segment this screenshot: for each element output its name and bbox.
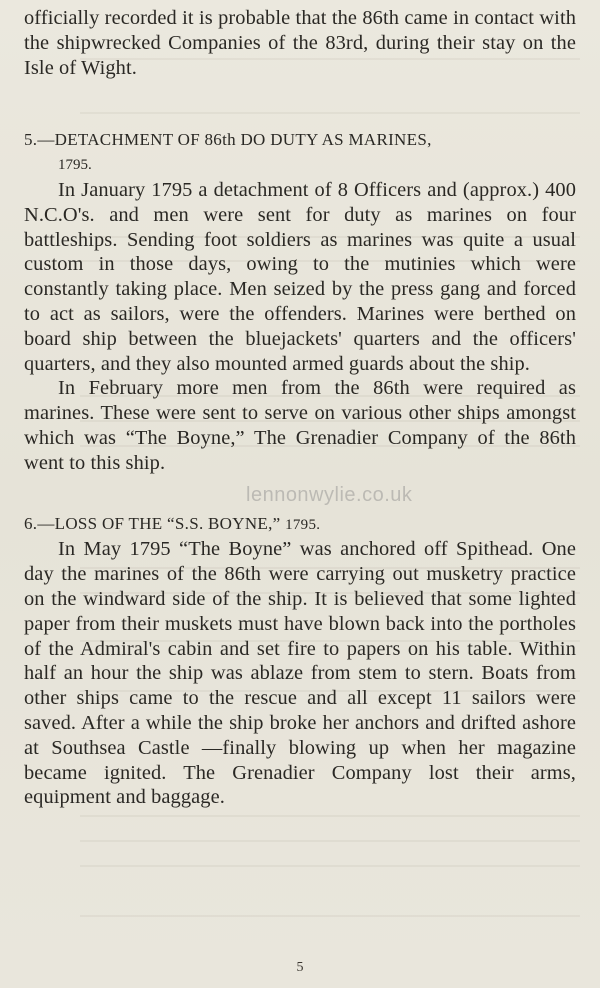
section-5-year: 1795.	[58, 157, 92, 174]
spacer	[24, 80, 576, 128]
section-6-heading	[24, 512, 576, 538]
section-5-heading	[24, 128, 576, 153]
section-5-paragraph-2: In February more men from the 86th were required as marines. These were sent to serve on various other ships amongst which was “The Boyne,” The Grenadier Company of the 86th went to this ship.	[24, 377, 576, 474]
watermark: lennonwylie.co.uk	[246, 484, 413, 506]
section-6-paragraph-1: In May 1795 “The Boyne” was anchored off Spithead. One day the marines of the 86th were carrying out musketry practice on the windward side of the ship. It is believed that some lighted paper from their muskets must have blown back into the portholes of the Admiral's cabin and set fire to papers on his table. Within half an hour the ship was ablaze from stem to stern. Boats from other ships came to the rescue and all except 11 sailors were saved. After a while the ship broke her anchors and drifted ashore at Southsea Castle —finally blowing up when her magazine became ignited. The Grenadier Company lost their arms, equipment and baggage.	[24, 538, 576, 809]
section-6-heading-text: 6.—LOSS OF THE “S.S. BOYNE,”	[24, 513, 281, 533]
page-text	[24, 6, 576, 810]
section-5-heading-text: 5.—DETACHMENT OF 86th DO DUTY AS MARINES,	[24, 130, 432, 150]
intro-paragraph: officially recorded it is probable that the 86th came in contact with the shipwrecked Companies of the 83rd, during their stay on the Isle of Wight.	[24, 7, 576, 79]
page-number: 5	[296, 960, 304, 975]
section-5-paragraph-1: In January 1795 a detachment of 8 Officers and (approx.) 400 N.C.O's. and men were sent for duty as marines on four battleships. Sending foot soldiers as marines was quite a usual custom in those days, owing to the mutinies which were constantly taking place. Men seized by the press gang and forced to act as sailors, were the offenders. Marines were berthed on board ship between the bluejackets' quarters and the officers' quarters, and they also mounted armed guards about the ship.	[24, 178, 576, 375]
section-6-year: 1795.	[285, 516, 321, 533]
